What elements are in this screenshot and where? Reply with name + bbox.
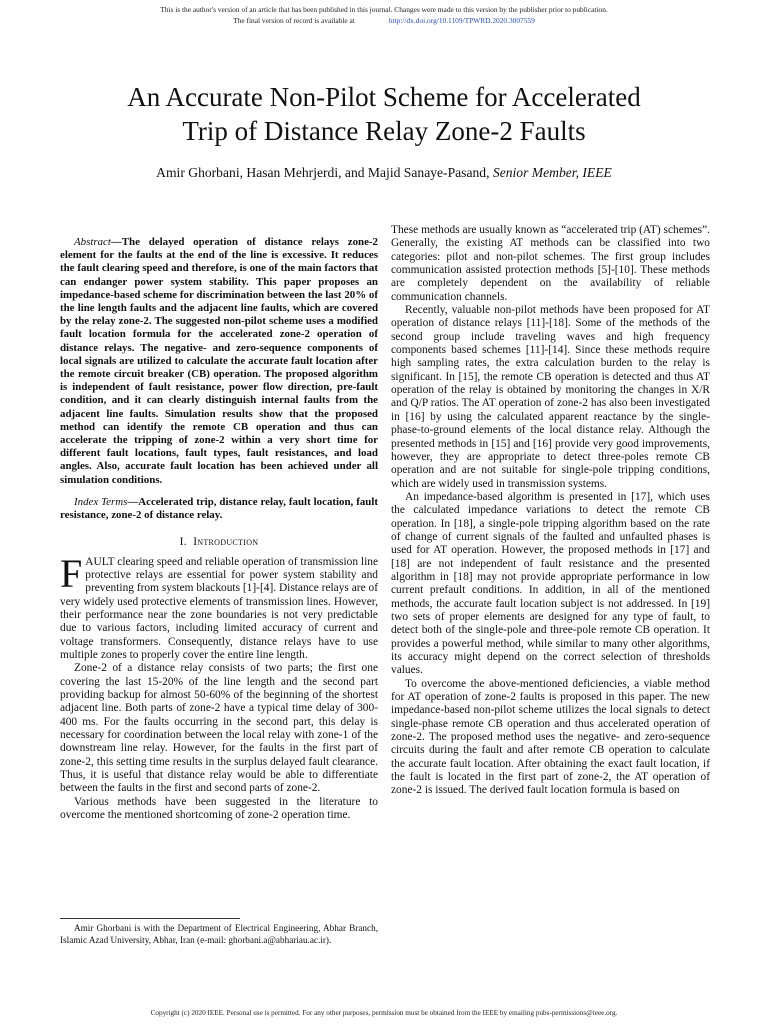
author-names: Amir Ghorbani, Hasan Mehrjerdi, and Majid Sanaye-Pasand,	[156, 165, 490, 180]
drop-cap: F	[60, 550, 83, 596]
index-terms-text: —Accelerated trip, distance relay, fault location, fault resistance, zone-2 of distance relay.	[60, 495, 378, 522]
intro-paragraph-3: Various methods have been suggested in the literature to overcome the mentioned shortcoming of zone-2 operation time.	[60, 795, 378, 822]
right-paragraph-3: An impedance-based algorithm is presented in [17], which uses the calculated impedance variations to detect the remote CB operation. In [18], a single-pole tripping algorithm based on the rate of change of current signals of the faulted and unfaulted phases is used for AT operation. However, the proposed methods in [17] and [18] are not independent of fault resistance and the presented algorithm in [18] may not provide appropriate performance in low current prefault conditions. In addition, in all of the mentioned methods, the accurate fault location subject is not addressed. In [19] two sets of proper elements are designed for any type of fault, to detect both of the single-pole and three-pole remote CB operation. It provides a powerful method, while similar to many other algorithms, its accuracy might depend on the correct selection of thresholds values.	[391, 490, 710, 677]
index-terms-label: Index Terms	[74, 495, 128, 508]
abstract-label: Abstract	[74, 236, 111, 248]
notice-text: The final version of record is available at	[233, 16, 355, 25]
right-paragraph-4: To overcome the above-mentioned deficiencies, a viable method for AT operation of zone-2 faults is proposed in this paper. The new impedance-based non-pilot scheme utilizes the local signals to detect single-phase remote CB operation and thus accelerated operation of zone-2. The proposed method uses the negative- and zero-sequence circuits during the fault and after remote CB operation to calculate the accurate fault location. After obtaining the exact fault location, if the fault is located in the first part of zone-2, the AT operation of zone-2 is issued. The derived fault location formula is based on	[391, 677, 710, 797]
author-footnote: Amir Ghorbani is with the Department of Electrical Engineering, Abhar Branch, Islamic Azad University, Abhar, Iran (e-mail: ghorbani.a@abhariau.ac.ir).	[60, 923, 378, 945]
publication-notice	[0, 4, 768, 26]
left-column	[60, 236, 378, 822]
abstract	[60, 236, 378, 487]
doi-link[interactable]: http://dx.doi.org/10.1109/TPWRD.2020.3007559	[388, 16, 535, 25]
abstract-text: —The delayed operation of distance relays zone-2 element for the faults at the end of the line is excessive. It reduces the fault clearing speed and therefore, is one of the main factors that can endanger power system stability. This paper proposes an impedance-based scheme for discrimination between the last 20% of the line length faults and the adjacent line faults, which are covered by the relay zone-2. The suggested non-pilot scheme uses a modified fault location formula for the accelerated zone-2 operation of distance relays. The negative- and zero-sequence components of local signals are utilized to calculate the accurate fault location after the remote circuit breaker (CB) operation. The proposed algorithm is independent of fault resistance, power flow direction, pre-fault condition, and it can clearly distinguish internal faults from the adjacent line faults. Simulation results show that the proposed method can identify the remote CB operation and thus can accelerate the tripping of zone-2 within a very short time for different fault locations, fault types, fault resistances, and load angles. Also, accurate fault location has been achieved under all simulation conditions.	[60, 236, 378, 486]
right-column	[391, 224, 710, 798]
section-heading	[60, 536, 378, 549]
section-title: Introduction	[193, 536, 259, 549]
author-line	[40, 164, 728, 182]
section-number: I.	[179, 536, 187, 549]
title-line-1: An Accurate Non-Pilot Scheme for Accelerated	[127, 82, 641, 112]
intro-paragraph-1	[60, 550, 378, 663]
intro-paragraph-2: Zone-2 of a distance relay consists of two parts; the first one covering the last 15-20% of the line length and the second part providing backup for almost 50-60% of the beginning of the shortest adjacent line. Both parts of zone-2 have a typical time delay of 300-400 ms. For the faults occurring in the second part, this delay is necessary for coordination between the local relay with zone-1 of the downstream line relay. However, for the faults in the first part of zone-2, this setting time results in the surplus delayed fault clearance. Thus, it is useful that distance relay would be able to differentiate between the faults in the first and second parts of zone-2.	[60, 662, 378, 795]
intro-paragraph-1-text: AULT clearing speed and reliable operation of transmission line protective relays are essential for power system stability and preventing from system blackouts [1]-[4]. Distance relays are of very widely used protective elements of transmission lines. However, their performance near the zone boundaries is not very predictable due to various factors, including limited accuracy of current and voltage transformers. Consequently, distance relays have to use multiple zones to properly cover the entire line length.	[60, 555, 378, 662]
notice-line-1: This is the author's version of an article that has been published in this journal. Changes were made to this version by the publisher prior to publication.	[160, 5, 608, 14]
right-paragraph-1: These methods are usually known as “accelerated trip (AT) schemes”. Generally, the existing AT methods can be classified into two categories: pilot and non-pilot schemes. The first group includes communication assisted protection methods [5]-[10]. These methods are completely dependent on the availability of reliable communication channels.	[391, 224, 710, 303]
index-terms	[60, 496, 378, 522]
title-line-2: Trip of Distance Relay Zone-2 Faults	[182, 116, 586, 146]
right-paragraph-2: Recently, valuable non-pilot methods have been proposed for AT operation of distance relays [11]-[18]. Some of the methods of the second group include traveling waves and high frequency components based schemes [11]-[14]. Since these methods require high sampling rates, the extra calculation burden to the relay is significant. In [15], the remote CB operation is detected and thus AT operation of the relay is obtained by monitoring the changes in X/R and Q/P ratios. The AT operation of zone-2 has also been investigated in [16] by using the calculated apparent reactance by the single-phase-to-ground elements of the local distance relay. Although the presented methods in [15] and [16] provide very good improvements, however, they are appropriate to detect three-poles remote CB operation and are not suitable for single-pole tripping conditions, which are widely used in transmission systems.	[391, 304, 710, 490]
copyright-notice: Copyright (c) 2020 IEEE. Personal use is permitted. For any other purposes, permission must be obtained from the IEEE by emailing pubs-permissions@ieee.org.	[150, 1009, 618, 1017]
paper-title	[40, 80, 728, 148]
footnote-rule	[60, 918, 240, 919]
notice-line-2	[0, 15, 768, 26]
author-membership: Senior Member, IEEE	[492, 165, 612, 180]
